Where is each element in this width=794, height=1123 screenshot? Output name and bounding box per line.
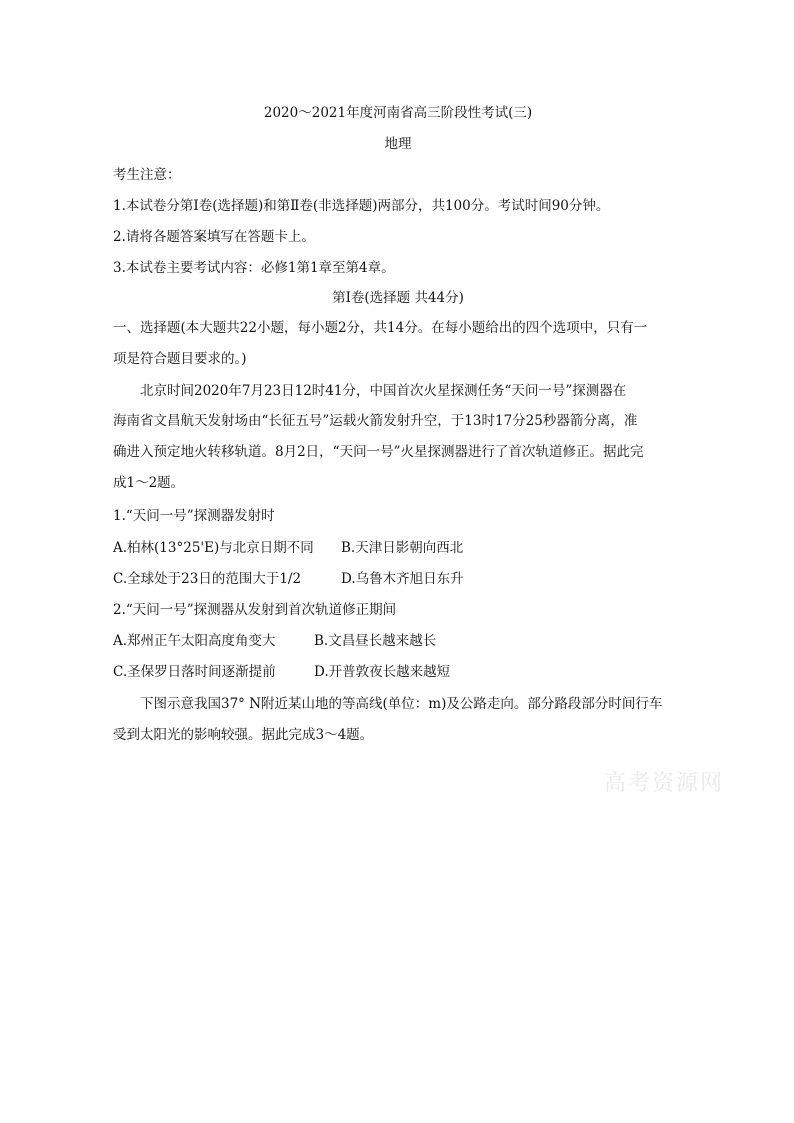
passage1-line-4: 成1～2题。: [113, 475, 185, 491]
question-1-option-a: A.柏林(13°25'E)与北京日期不同: [113, 540, 314, 556]
question-2-option-d: D.开普敦夜长越来越短: [314, 664, 451, 680]
section-title: 第Ⅰ卷(选择题 共44分): [332, 290, 464, 306]
exam-subject: 地理: [384, 136, 412, 152]
passage2-line-1: 下图示意我国37° N附近某山地的等高线(单位：m)及公路走向。部分路段部分时间行车: [140, 696, 663, 712]
notice-item-1: 1.本试卷分第Ⅰ卷(选择题)和第Ⅱ卷(非选择题)两部分，共100分。考试时间90分钟。: [113, 198, 610, 214]
passage1-line-2: 海南省文昌航天发射场由“长征五号”运载火箭发射升空，于13时17分25秒器箭分离，准: [113, 413, 638, 429]
question-2-option-a: A.郑州正午太阳高度角变大: [113, 633, 276, 649]
notice-heading: 考生注意：: [113, 167, 181, 183]
question-1-option-d: D.乌鲁木齐旭日东升: [341, 571, 464, 587]
question-2-option-b: B.文昌昼长越来越长: [314, 633, 437, 649]
exam-title: 2020～2021年度河南省高三阶段性考试(三): [263, 105, 533, 121]
question-1-option-c: C.全球处于23日的范围大于1/2: [113, 571, 302, 587]
passage1-line-1: 北京时间2020年7月23日12时41分，中国首次火星探测任务“天问一号”探测器在: [140, 383, 627, 399]
question-1-stem: 1.“天问一号”探测器发射时: [113, 508, 275, 524]
passage1-line-3: 确进入预定地火转移轨道。8月2日，“天问一号”火星探测器进行了首次轨道修正。据此完: [113, 444, 644, 460]
section-instruction-line-2: 项是符合题目要求的。): [113, 351, 247, 367]
question-1-option-b: B.天津日影朝向西北: [341, 540, 464, 556]
watermark-text: 高考资源网: [604, 771, 725, 796]
section-instruction-line-1: 一、选择题(本大题共22小题，每小题2分，共14分。在每小题给出的四个选项中，只有一: [113, 320, 648, 336]
passage2-line-2: 受到太阳光的影响较强。据此完成3～4题。: [113, 727, 374, 743]
question-2-stem: 2.“天问一号”探测器从发射到首次轨道修正期间: [113, 602, 397, 618]
notice-item-2: 2.请将各题答案填写在答题卡上。: [113, 229, 315, 245]
question-2-option-c: C.圣保罗日落时间逐渐提前: [113, 664, 276, 680]
notice-item-3: 3.本试卷主要考试内容：必修1第1章至第4章。: [113, 260, 395, 276]
